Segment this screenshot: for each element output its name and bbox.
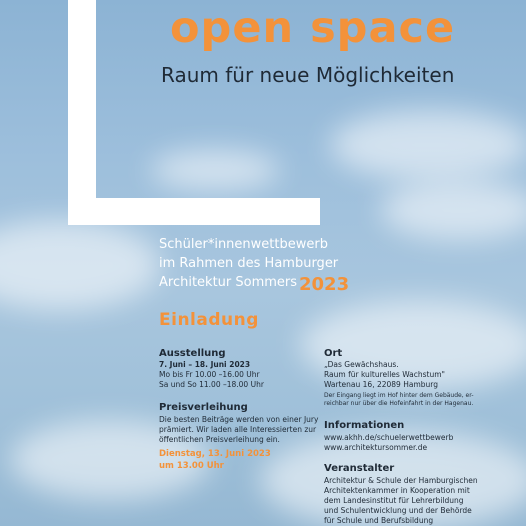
preisverleihung-text-2: prämiert. Wir laden alle Interessierten zur bbox=[159, 425, 317, 434]
preisverleihung-text-3: öffentlichen Preisverleihung ein. bbox=[159, 435, 280, 444]
veranstalter-line-3: dem Landesinstitut für Lehrerbildung bbox=[324, 496, 464, 505]
preisverleihung-time: um 13.00 Uhr bbox=[159, 461, 224, 471]
ort-venue-1: „Das Gewächshaus. bbox=[324, 360, 399, 369]
ort-address: Wartenau 16, 22089 Hamburg bbox=[324, 380, 438, 389]
veranstalter-line-4: und Schulentwicklung und der Behörde bbox=[324, 506, 472, 515]
preisverleihung-heading: Preisverleihung bbox=[159, 402, 248, 413]
ort-note-1: Der Eingang liegt im Hof hinter dem Gebäude, er- bbox=[324, 392, 474, 399]
ausstellung-heading: Ausstellung bbox=[159, 348, 226, 359]
intro-year: 2023 bbox=[299, 274, 350, 295]
intro-line-3: Architektur Sommers bbox=[159, 275, 298, 290]
veranstalter-line-5: für Schule und Berufsbildung bbox=[324, 516, 434, 525]
ort-venue-2: Raum für kulturelles Wachstum" bbox=[324, 370, 445, 379]
frame-bottom-bar bbox=[68, 198, 320, 225]
invite-heading: Einladung bbox=[159, 310, 259, 330]
informationen-heading: Informationen bbox=[324, 420, 405, 431]
ort-heading: Ort bbox=[324, 348, 343, 359]
poster-title: open space bbox=[170, 3, 456, 53]
veranstalter-line-2: Architektenkammer in Kooperation mit bbox=[324, 486, 470, 495]
ausstellung-dates: 7. Juni – 18. Juni 2023 bbox=[159, 360, 251, 369]
cloud bbox=[330, 110, 526, 180]
intro-line-1: Schüler*innenwettbewerb bbox=[159, 237, 328, 252]
cloud bbox=[380, 180, 526, 240]
preisverleihung-text-1: Die besten Beiträge werden von einer Jury bbox=[159, 415, 319, 424]
frame-left-bar bbox=[68, 0, 96, 225]
preisverleihung-date: Dienstag, 13. Juni 2023 bbox=[159, 449, 271, 459]
ort-note-2: reichbar nur über die Hofeinfahrt in der Hagenau. bbox=[324, 400, 474, 407]
cloud bbox=[0, 220, 160, 310]
ausstellung-hours-1: Mo bis Fr 10.00 –16.00 Uhr bbox=[159, 370, 260, 379]
veranstalter-heading: Veranstalter bbox=[324, 463, 395, 474]
informationen-url-1[interactable]: www.akhh.de/schuelerwettbewerb bbox=[324, 433, 454, 442]
informationen-url-2[interactable]: www.architektursommer.de bbox=[324, 443, 428, 452]
intro-line-2: im Rahmen des Hamburger bbox=[159, 256, 339, 271]
veranstalter-line-1: Architektur & Schule der Hamburgischen bbox=[324, 476, 478, 485]
poster-subtitle: Raum für neue Möglichkeiten bbox=[161, 63, 455, 87]
cloud bbox=[150, 150, 280, 190]
ausstellung-hours-2: Sa und So 11.00 –18.00 Uhr bbox=[159, 380, 264, 389]
